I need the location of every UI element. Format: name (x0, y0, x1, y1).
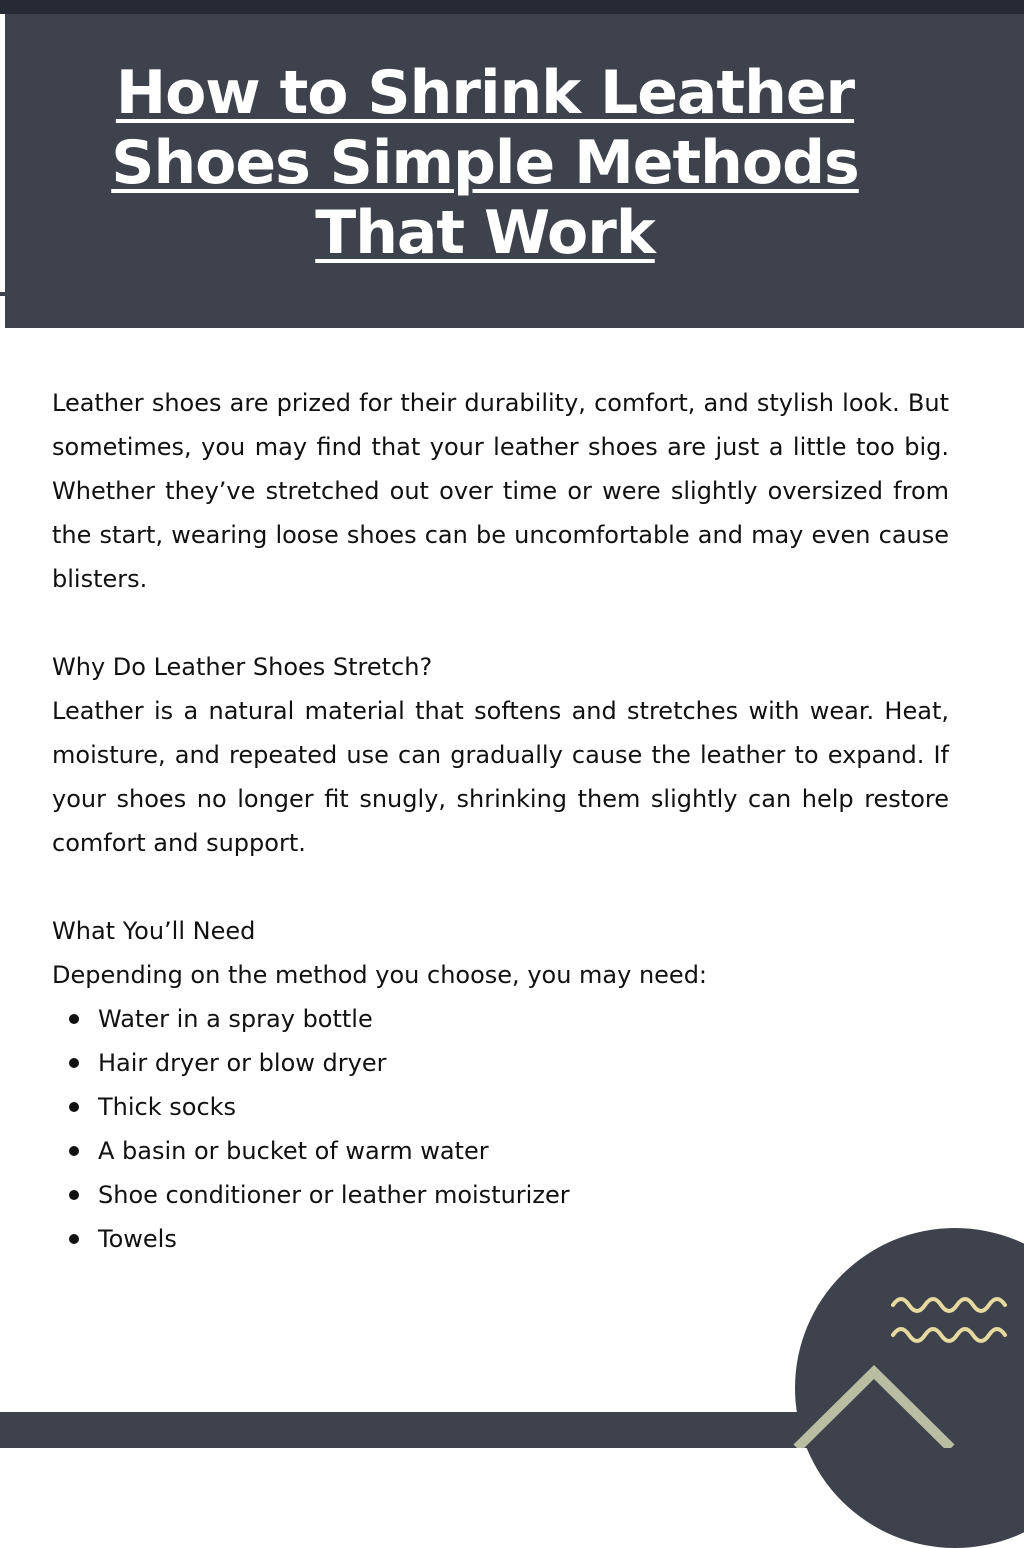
paragraph-gap (52, 865, 949, 909)
list-item (98, 1041, 949, 1085)
need-list (52, 997, 949, 1261)
bullet-icon (69, 1014, 79, 1024)
why-paragraph: Leather is a natural material that softens and stretches with wear. Heat, moisture, and repeated use can gradually cause the leather to expand. If your shoes no longer fit snugly, shrinking them slightly can help restore comfort and support. (52, 697, 949, 857)
need-heading: What You’ll Need (52, 917, 256, 945)
intro-paragraph: Leather shoes are prized for their durability, comfort, and stylish look. But sometimes, you may find that your leather shoes are just a little too big. Whether they’ve stretched out over time or were slightly oversized from the start, wearing loose shoes can be uncomfortable and may even cause blisters. (52, 389, 949, 593)
list-item (98, 1173, 949, 1217)
header-left-edge (0, 14, 5, 328)
page-title: How to Shrink Leather Shoes Simple Methods That Work (111, 58, 859, 268)
bullet-icon (69, 1102, 79, 1112)
list-item (98, 1217, 949, 1261)
bullet-icon (69, 1234, 79, 1244)
list-item-text: Water in a spray bottle (98, 1005, 373, 1033)
decorative-circle (795, 1228, 1024, 1548)
list-item (98, 997, 949, 1041)
top-strip (0, 0, 1024, 14)
list-item-text: Towels (98, 1225, 177, 1253)
bullet-icon (69, 1190, 79, 1200)
list-item-text: Shoe conditioner or leather moisturizer (98, 1181, 570, 1209)
why-heading: Why Do Leather Shoes Stretch? (52, 653, 433, 681)
list-item-text: Thick socks (98, 1093, 237, 1121)
need-intro: Depending on the method you choose, you may need: (52, 961, 708, 989)
paragraph-gap (52, 601, 949, 645)
list-item-text: A basin or bucket of warm water (98, 1137, 489, 1165)
list-item-text: Hair dryer or blow dryer (98, 1049, 387, 1077)
bullet-icon (69, 1058, 79, 1068)
list-item (98, 1129, 949, 1173)
article-body (52, 381, 949, 1261)
header-left-tick (0, 292, 5, 296)
list-item (98, 1085, 949, 1129)
bullet-icon (69, 1146, 79, 1156)
